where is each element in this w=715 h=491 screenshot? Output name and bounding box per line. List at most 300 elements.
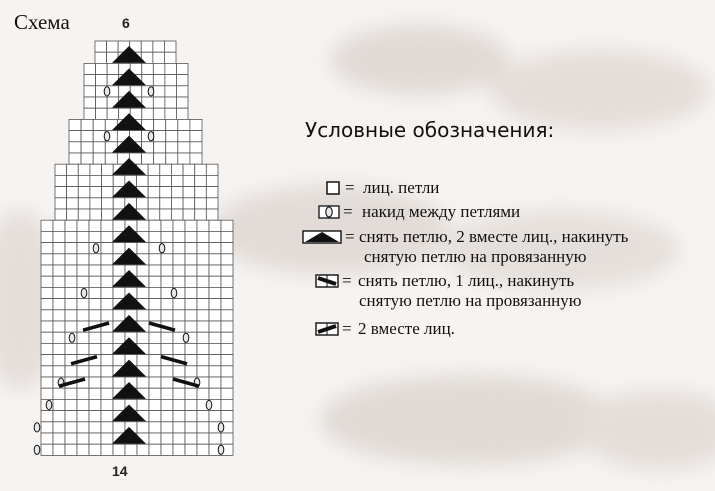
grid-cell	[185, 310, 197, 321]
grid-cell	[161, 265, 173, 276]
grid-cell	[161, 254, 173, 265]
grid-cell	[53, 231, 65, 242]
grid-cell	[149, 422, 161, 433]
yarn-over-mark	[159, 244, 165, 253]
grid-cell	[185, 265, 197, 276]
grid-cell	[149, 444, 161, 455]
grid-cell	[84, 75, 96, 86]
grid-cell	[148, 187, 160, 198]
grid-cell	[53, 422, 65, 433]
grid-cell	[89, 276, 101, 287]
grid-cell	[78, 209, 90, 220]
grid-cell	[195, 198, 207, 209]
legend-text-right-decrease: 2 вместе лиц.	[358, 319, 455, 338]
grid-cell	[101, 310, 113, 321]
grid-cell	[101, 377, 113, 388]
grid-cell	[185, 287, 197, 298]
grid-cell	[206, 209, 218, 220]
grid-cell	[53, 265, 65, 276]
grid-cell	[185, 276, 197, 287]
grid-cell	[221, 299, 233, 310]
grid-cell	[105, 153, 117, 164]
legend-separator: =	[342, 319, 352, 338]
grid-cell	[101, 243, 113, 254]
grid-cell	[95, 52, 107, 63]
grid-cell	[185, 343, 197, 354]
grid-cell	[90, 187, 102, 198]
grid-cell	[149, 366, 161, 377]
grid-cell	[209, 332, 221, 343]
grid-cell	[195, 164, 207, 175]
grid-cell	[53, 220, 65, 231]
grid-cell	[183, 187, 195, 198]
grid-cell	[165, 108, 177, 119]
grid-cell	[149, 254, 161, 265]
grid-cell	[185, 366, 197, 377]
grid-cell	[65, 299, 77, 310]
grid-cell	[67, 187, 79, 198]
grid-cell	[41, 444, 53, 455]
grid-cell	[153, 97, 165, 108]
grid-cell	[101, 422, 113, 433]
grid-cell	[78, 164, 90, 175]
grid-cell	[221, 243, 233, 254]
grid-cell	[209, 377, 221, 388]
grid-cell	[41, 243, 53, 254]
grid-cell	[185, 388, 197, 399]
grid-cell	[149, 276, 161, 287]
grid-cell	[137, 198, 149, 209]
grid-cell	[65, 231, 77, 242]
grid-cell	[183, 209, 195, 220]
grid-cell	[173, 411, 185, 422]
legend-text-left-decrease-2: снятую петлю на провязанную	[359, 291, 582, 310]
grid-cell	[161, 377, 173, 388]
grid-cell	[41, 321, 53, 332]
grid-cell	[96, 75, 108, 86]
grid-cell	[195, 209, 207, 220]
grid-cell	[101, 399, 113, 410]
legend-separator: =	[342, 271, 352, 290]
grid-cell	[197, 276, 209, 287]
right-decrease-icon	[315, 322, 339, 336]
grid-cell	[149, 343, 161, 354]
grid-cell	[176, 108, 188, 119]
grid-cell	[89, 399, 101, 410]
yarn-over-mark	[104, 87, 110, 96]
grid-cell	[102, 198, 114, 209]
grid-cell	[55, 187, 67, 198]
grid-cell	[77, 444, 89, 455]
grid-cell	[137, 265, 149, 276]
grid-cell	[41, 433, 53, 444]
grid-cell	[153, 108, 165, 119]
grid-cell	[166, 153, 178, 164]
grid-cell	[41, 377, 53, 388]
grid-cell	[89, 377, 101, 388]
grid-cell	[101, 343, 113, 354]
grid-cell	[101, 332, 113, 343]
grid-cell	[65, 310, 77, 321]
grid-cell	[161, 231, 173, 242]
grid-cell	[153, 63, 165, 74]
grid-cell	[113, 444, 125, 455]
yarn-over-mark	[46, 400, 52, 409]
grid-cell	[78, 175, 90, 186]
grid-cell	[209, 433, 221, 444]
grid-cell	[183, 175, 195, 186]
grid-cell	[53, 343, 65, 354]
grid-cell	[209, 366, 221, 377]
grid-cell	[209, 287, 221, 298]
grid-cell	[53, 433, 65, 444]
grid-cell	[41, 254, 53, 265]
grid-cell	[173, 399, 185, 410]
grid-cell	[113, 377, 125, 388]
grid-cell	[53, 366, 65, 377]
grid-cell	[137, 243, 149, 254]
grid-cell	[149, 220, 161, 231]
grid-cell	[65, 444, 77, 455]
legend-text-yarn-over: накид между петлями	[362, 202, 521, 221]
grid-cell	[113, 243, 125, 254]
grid-cell	[197, 422, 209, 433]
grid-cell	[41, 231, 53, 242]
grid-cell	[107, 108, 119, 119]
grid-cell	[160, 209, 172, 220]
grid-cell	[65, 411, 77, 422]
grid-cell	[161, 343, 173, 354]
grid-cell	[96, 63, 108, 74]
grid-cell	[166, 131, 178, 142]
grid-cell	[53, 276, 65, 287]
grid-cell	[55, 175, 67, 186]
grid-cell	[160, 175, 172, 186]
grid-cell	[171, 187, 183, 198]
yarn-over-icon	[318, 205, 340, 219]
grid-cell	[173, 343, 185, 354]
grid-cell	[197, 388, 209, 399]
grid-cell	[89, 332, 101, 343]
yarn-over-mark	[34, 423, 40, 432]
yarn-over-mark	[81, 288, 87, 297]
grid-cell	[101, 287, 113, 298]
grid-cell	[221, 411, 233, 422]
grid-cell	[190, 131, 202, 142]
grid-cell	[173, 276, 185, 287]
grid-cell	[173, 366, 185, 377]
grid-cell	[197, 332, 209, 343]
grid-cell	[69, 153, 81, 164]
grid-cell	[149, 332, 161, 343]
grid-cell	[137, 355, 149, 366]
grid-cell	[137, 220, 149, 231]
grid-cell	[77, 411, 89, 422]
grid-cell	[96, 97, 108, 108]
grid-cell	[41, 422, 53, 433]
grid-cell	[41, 366, 53, 377]
grid-cell	[113, 265, 125, 276]
grid-cell	[65, 399, 77, 410]
grid-cell	[81, 119, 93, 130]
grid-cell	[89, 254, 101, 265]
grid-cell	[41, 220, 53, 231]
grid-cell	[178, 119, 190, 130]
grid-cell	[142, 63, 154, 74]
grid-cell	[113, 198, 125, 209]
legend-separator: =	[343, 202, 353, 221]
legend-text-knit: лиц. петли	[363, 178, 440, 197]
grid-cell	[93, 153, 105, 164]
grid-cell	[101, 411, 113, 422]
grid-cell	[141, 41, 153, 52]
grid-cell	[78, 187, 90, 198]
grid-cell	[81, 153, 93, 164]
grid-cell	[183, 164, 195, 175]
grid-cell	[84, 97, 96, 108]
grid-cell	[90, 209, 102, 220]
grid-cell	[171, 175, 183, 186]
grid-cell	[148, 175, 160, 186]
grid-cell	[67, 164, 79, 175]
grid-cell	[185, 299, 197, 310]
grid-cell	[137, 377, 149, 388]
grid-cell	[77, 433, 89, 444]
grid-cell	[65, 388, 77, 399]
grid-cell	[77, 310, 89, 321]
grid-cell	[221, 265, 233, 276]
grid-cell	[84, 63, 96, 74]
grid-cell	[185, 444, 197, 455]
grid-cell	[206, 198, 218, 209]
grid-cell	[137, 332, 149, 343]
grid-cell	[101, 444, 113, 455]
grid-cell	[101, 299, 113, 310]
grid-cell	[206, 164, 218, 175]
grid-cell	[197, 366, 209, 377]
grid-cell	[197, 299, 209, 310]
grid-cell	[101, 366, 113, 377]
grid-cell	[90, 164, 102, 175]
grid-cell	[176, 86, 188, 97]
grid-cell	[89, 310, 101, 321]
grid-cell	[53, 287, 65, 298]
grid-cell	[102, 164, 114, 175]
grid-cell	[173, 220, 185, 231]
central-double-decrease-icon	[302, 230, 342, 244]
grid-cell	[161, 388, 173, 399]
grid-cell	[65, 343, 77, 354]
grid-cell	[55, 198, 67, 209]
grid-cell	[41, 299, 53, 310]
grid-cell	[96, 108, 108, 119]
grid-cell	[221, 220, 233, 231]
grid-cell	[176, 97, 188, 108]
grid-cell	[67, 209, 79, 220]
grid-cell	[176, 63, 188, 74]
grid-cell	[93, 142, 105, 153]
grid-cell	[148, 164, 160, 175]
grid-cell	[165, 86, 177, 97]
grid-cell	[101, 231, 113, 242]
grid-cell	[65, 243, 77, 254]
grid-cell	[173, 243, 185, 254]
grid-cell	[221, 332, 233, 343]
legend-title: Условные обозначения:	[305, 118, 555, 142]
grid-cell	[41, 388, 53, 399]
grid-cell	[149, 299, 161, 310]
grid-cell	[113, 175, 125, 186]
yarn-over-mark	[93, 244, 99, 253]
grid-cell	[190, 153, 202, 164]
grid-cell	[65, 287, 77, 298]
grid-cell	[113, 422, 125, 433]
grid-cell	[221, 355, 233, 366]
grid-cell	[101, 388, 113, 399]
legend-text-left-decrease-1: снять петлю, 1 лиц., накинуть	[358, 271, 575, 290]
grid-cell	[53, 243, 65, 254]
grid-cell	[209, 321, 221, 332]
grid-cell	[221, 399, 233, 410]
grid-cell	[221, 366, 233, 377]
grid-cell	[53, 444, 65, 455]
grid-cell	[221, 433, 233, 444]
grid-cell	[102, 175, 114, 186]
grid-cell	[197, 310, 209, 321]
bottom-stitch-count: 14	[112, 463, 128, 479]
grid-cell	[67, 198, 79, 209]
grid-cell	[185, 220, 197, 231]
grid-cell	[77, 276, 89, 287]
yarn-over-mark	[171, 288, 177, 297]
grid-cell	[149, 231, 161, 242]
grid-cell	[149, 265, 161, 276]
grid-cell	[65, 276, 77, 287]
yarn-over-mark	[183, 333, 189, 342]
grid-cell	[197, 343, 209, 354]
grid-cell	[221, 343, 233, 354]
grid-cell	[149, 388, 161, 399]
grid-cell	[137, 399, 149, 410]
grid-cell	[185, 254, 197, 265]
grid-cell	[84, 108, 96, 119]
grid-cell	[55, 209, 67, 220]
knit-square-icon	[326, 181, 340, 195]
grid-cell	[65, 265, 77, 276]
grid-cell	[197, 287, 209, 298]
grid-cell	[90, 175, 102, 186]
grid-cell	[185, 243, 197, 254]
grid-cell	[142, 153, 154, 164]
grid-cell	[89, 433, 101, 444]
grid-cell	[197, 254, 209, 265]
grid-cell	[90, 198, 102, 209]
grid-cell	[209, 310, 221, 321]
grid-cell	[137, 422, 149, 433]
grid-cell	[178, 131, 190, 142]
grid-cell	[209, 343, 221, 354]
grid-cell	[176, 75, 188, 86]
grid-cell	[101, 355, 113, 366]
legend-separator: =	[345, 178, 355, 197]
grid-cell	[41, 411, 53, 422]
grid-cell	[101, 276, 113, 287]
grid-cell	[173, 433, 185, 444]
grid-cell	[93, 131, 105, 142]
grid-cell	[209, 243, 221, 254]
grid-cell	[209, 276, 221, 287]
grid-cell	[101, 220, 113, 231]
grid-cell	[197, 321, 209, 332]
grid-cell	[101, 265, 113, 276]
grid-cell	[166, 119, 178, 130]
grid-cell	[53, 310, 65, 321]
grid-cell	[102, 187, 114, 198]
grid-cell	[89, 366, 101, 377]
legend-text-central-decrease-2: снятую петлю на провязанную	[364, 247, 587, 266]
grid-cell	[185, 321, 197, 332]
grid-cell	[171, 198, 183, 209]
grid-cell	[173, 231, 185, 242]
grid-cell	[77, 265, 89, 276]
grid-cell	[149, 399, 161, 410]
grid-cell	[137, 310, 149, 321]
grid-cell	[89, 422, 101, 433]
grid-cell	[160, 198, 172, 209]
grid-cell	[137, 444, 149, 455]
grid-cell	[209, 265, 221, 276]
grid-cell	[221, 287, 233, 298]
grid-cell	[209, 388, 221, 399]
grid-cell	[185, 399, 197, 410]
grid-cell	[65, 422, 77, 433]
grid-cell	[137, 287, 149, 298]
grid-cell	[65, 254, 77, 265]
grid-cell	[153, 52, 165, 63]
grid-cell	[185, 433, 197, 444]
grid-cell	[206, 187, 218, 198]
grid-cell	[161, 444, 173, 455]
grid-cell	[77, 343, 89, 354]
grid-cell	[166, 142, 178, 153]
grid-cell	[53, 321, 65, 332]
grid-cell	[165, 97, 177, 108]
grid-cell	[195, 187, 207, 198]
grid-cell	[53, 411, 65, 422]
grid-cell	[53, 332, 65, 343]
grid-cell	[77, 422, 89, 433]
grid-cell	[81, 142, 93, 153]
grid-cell	[178, 153, 190, 164]
grid-cell	[65, 366, 77, 377]
grid-cell	[149, 287, 161, 298]
grid-cell	[206, 175, 218, 186]
grid-cell	[55, 164, 67, 175]
grid-cell	[221, 388, 233, 399]
grid-cell	[221, 377, 233, 388]
grid-cell	[221, 254, 233, 265]
grid-cell	[41, 355, 53, 366]
grid-cell	[89, 299, 101, 310]
grid-cell	[95, 41, 107, 52]
grid-cell	[41, 343, 53, 354]
grid-cell	[113, 399, 125, 410]
grid-cell	[197, 243, 209, 254]
yarn-over-mark	[218, 445, 224, 454]
grid-cell	[173, 265, 185, 276]
grid-cell	[77, 231, 89, 242]
grid-cell	[41, 332, 53, 343]
